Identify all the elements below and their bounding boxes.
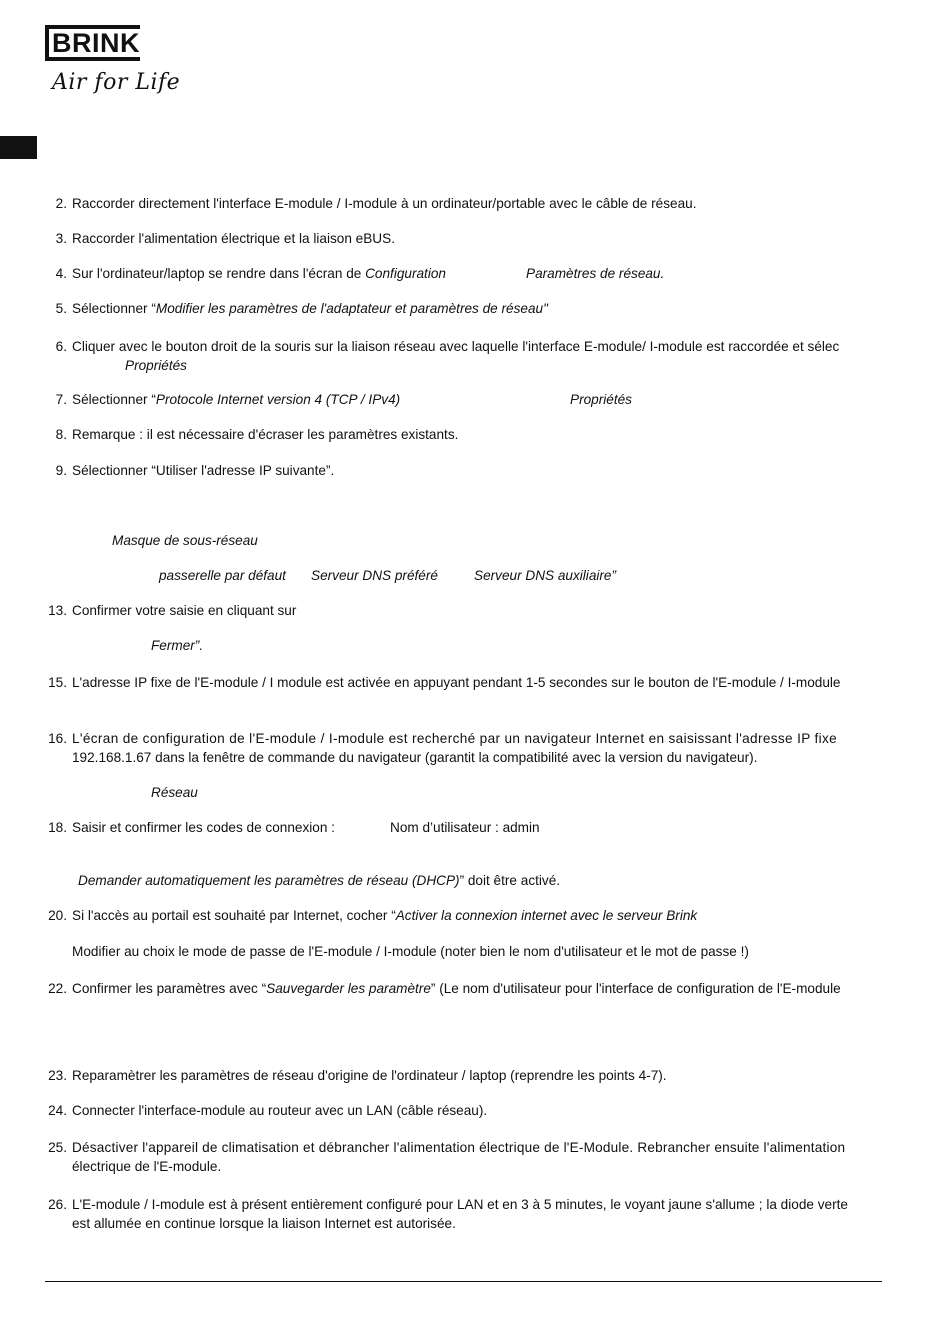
brand-tagline: Air for Life xyxy=(52,70,181,95)
subnet-mask-label: Masque de sous-réseau xyxy=(112,533,258,548)
step-number: 23. xyxy=(48,1068,67,1083)
step-text: Si l'accès au portail est souhaité par Internet, cocher “ xyxy=(72,908,396,923)
footer-divider xyxy=(45,1281,882,1282)
step-number: 3. xyxy=(55,231,67,246)
step-text: Remarque : il est nécessaire d'écraser les paramètres existants. xyxy=(72,427,459,442)
preferred-dns-label: Serveur DNS préféré xyxy=(311,568,438,583)
step-text: Sélectionner “ xyxy=(72,392,156,407)
step-number: 6. xyxy=(55,339,67,354)
step-text: Sur l'ordinateur/laptop se rendre dans l'écran de xyxy=(72,266,366,281)
step-number: 13. xyxy=(48,603,67,618)
step-25-text-line-2: électrique de l'E-module. xyxy=(72,1159,222,1174)
step-text: Connecter l'interface-module au routeur avec un LAN (câble réseau). xyxy=(72,1103,488,1118)
step-number: 2. xyxy=(55,196,67,211)
step-emphasis: Sauvegarder les paramètre xyxy=(266,981,431,996)
step-number: 25. xyxy=(48,1140,67,1155)
step-text: Confirmer votre saisie en cliquant sur xyxy=(72,603,297,618)
step-text: Confirmer les paramètres avec “ xyxy=(72,981,267,996)
step-number: 4. xyxy=(55,266,67,281)
step-text-2: ” (Le nom d'utilisateur pour l'interface de configuration de l'E-module xyxy=(430,981,841,996)
auxiliary-dns-label: Serveur DNS auxiliaire” xyxy=(474,568,617,583)
step-number: 8. xyxy=(55,427,67,442)
username-text: Nom d’utilisateur : admin xyxy=(390,820,540,835)
step-number: 9. xyxy=(55,463,67,478)
step-emphasis: Modifier les paramètres de l'adaptateur et paramètres de réseau" xyxy=(155,301,548,316)
step-number: 18. xyxy=(48,820,67,835)
step-number: 7. xyxy=(55,392,67,407)
network-label: Réseau xyxy=(151,785,198,800)
step-16-text-line-2: 192.168.1.67 dans la fenêtre de commande du navigateur (garantit la compatibilité avec la version du navigateur). xyxy=(72,750,758,765)
step-text: Raccorder directement l'interface E-module / I-module à un ordinateur/portable avec le câble de réseau. xyxy=(72,196,697,211)
step-text: L'adresse IP fixe de l'E-module / I module est activée en appuyant pendant 1-5 secondes sur le bouton de l'E-module / I-module xyxy=(72,675,841,690)
step-number: 15. xyxy=(48,675,67,690)
step-7-emphasis-2: Propriétés xyxy=(570,392,632,407)
step-text: Cliquer avec le bouton droit de la souris sur la liaison réseau avec laquelle l'interface E-module/ I-module est raccordée et sélec xyxy=(72,339,840,354)
language-tab-marker xyxy=(0,136,37,159)
step-text-line-1: L'écran de configuration de l'E-module / I-module est recherché par un navigateur Internet en saisissant l'adresse IP fixe xyxy=(72,731,838,746)
step-text-line-1: L'E-module / I-module est à présent entièrement configuré pour LAN et en 3 à 5 minutes, le voyant jaune s'allume ; la diode verte xyxy=(72,1197,848,1212)
step-text: Raccorder l'alimentation électrique et la liaison eBUS. xyxy=(72,231,395,246)
step-text: Saisir et confirmer les codes de connexion : xyxy=(72,820,335,835)
step-number: 16. xyxy=(48,731,67,746)
step-26-text-line-2: est allumée en continue lorsque la liaison Internet est autorisée. xyxy=(72,1216,456,1231)
step-text-line-1: Désactiver l'appareil de climatisation et débrancher l'alimentation électrique de l'E-Module. Rebrancher ensuite l'alimentation xyxy=(72,1140,846,1155)
close-label: Fermer”. xyxy=(151,638,204,653)
step-6-emphasis: Propriétés xyxy=(125,358,187,373)
step-number: 22. xyxy=(48,981,67,996)
default-gateway-label: passerelle par défaut xyxy=(159,568,286,583)
step-number: 24. xyxy=(48,1103,67,1118)
step-number: 20. xyxy=(48,908,67,923)
step-4-emphasis-2: Paramètres de réseau. xyxy=(526,266,665,281)
step-emphasis: Protocole Internet version 4 (TCP / IPv4) xyxy=(155,392,401,407)
brand-logo: BRINK xyxy=(52,28,140,58)
step-text: Sélectionner “ xyxy=(72,301,156,316)
dhcp-note: Demander automatiquement les paramètres de réseau (DHCP)” doit être activé. xyxy=(78,873,561,888)
password-note: Modifier au choix le mode de passe de l'E-module / I-module (noter bien le nom d'utilisateur et le mot de passe !) xyxy=(72,944,749,959)
step-number: 26. xyxy=(48,1197,67,1212)
step-number: 5. xyxy=(55,301,67,316)
step-text: Sélectionner “Utiliser l'adresse IP suivante”. xyxy=(72,463,335,478)
step-emphasis: Activer la connexion internet avec le serveur Brink xyxy=(395,908,698,923)
step-text: Reparamètrer les paramètres de réseau d'origine de l'ordinateur / laptop (reprendre les points 4-7). xyxy=(72,1068,667,1083)
step-emphasis: Configuration xyxy=(365,266,446,281)
